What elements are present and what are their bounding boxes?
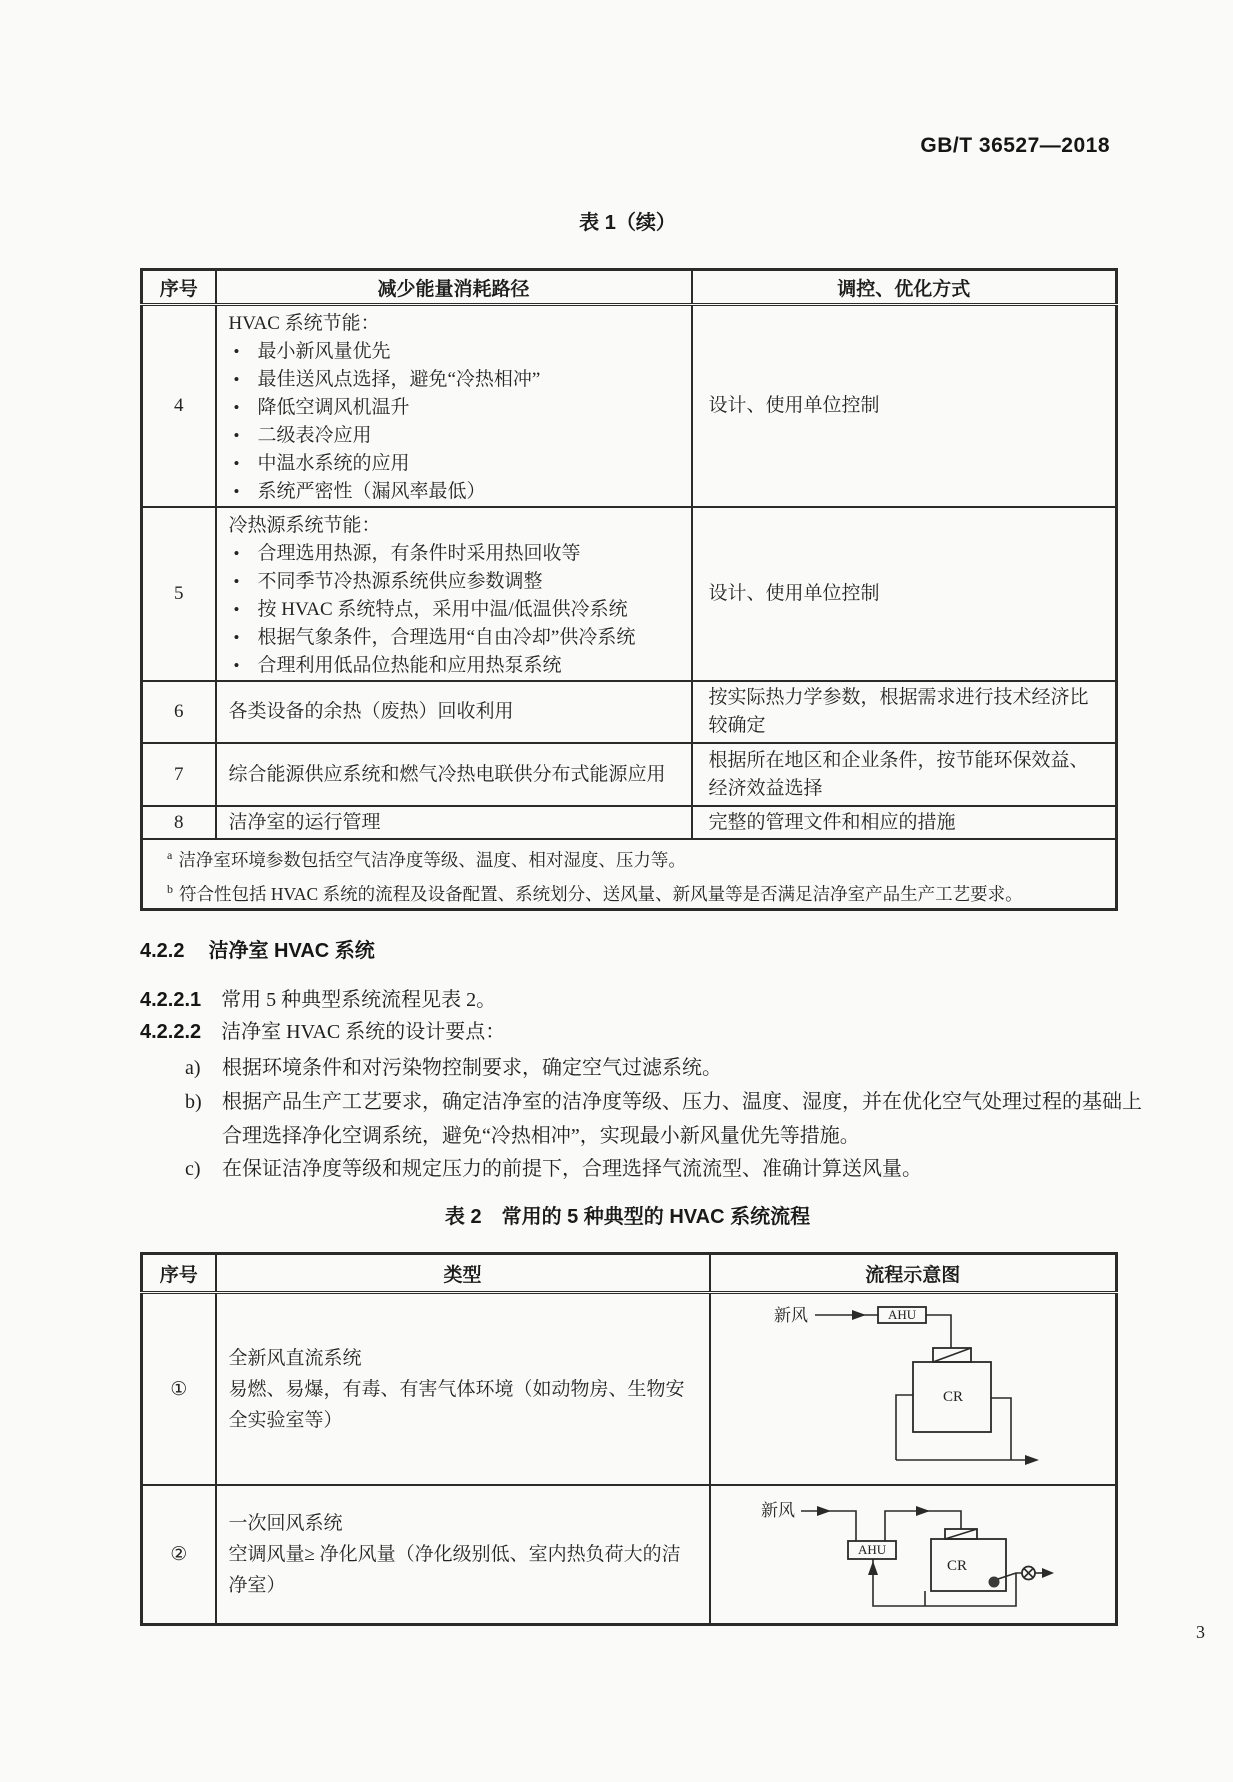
arrow-up-icon — [868, 1561, 878, 1575]
control-text: 设计、使用单位控制 — [708, 395, 880, 416]
table-row — [142, 305, 1117, 508]
section-heading — [140, 934, 375, 963]
list-item — [183, 1051, 1154, 1085]
list-item — [183, 1152, 1154, 1186]
table2-header-type: 类型 — [216, 1254, 710, 1293]
row-diagram-cell — [710, 1485, 1117, 1625]
ahu-label: AHU — [887, 1307, 916, 1322]
row-no: 5 — [142, 507, 216, 681]
row-type-cell — [216, 1485, 710, 1625]
table1-footnote-row — [142, 839, 1117, 909]
row-path-cell — [216, 305, 692, 508]
hvac-flow-diagram-1 — [711, 1294, 1114, 1478]
footnote-text: 符合性包括 HVAC 系统的流程及设备配置、系统划分、送风量、新风量等是否满足洁净室产品生产工艺要求。 — [179, 883, 1023, 904]
control-text: 设计、使用单位控制 — [708, 583, 880, 604]
path-item: • 按 HVAC 系统特点，采用中温/低温供冷系统 — [217, 596, 691, 624]
path-item: • 不同季节冷热源系统供应参数调整 — [217, 568, 691, 596]
row-path-cell — [216, 507, 692, 681]
arrow-right-icon — [1025, 1455, 1039, 1465]
table1-header-path: 减少能量消耗路径 — [216, 270, 692, 305]
arrow-right-icon — [916, 1506, 930, 1516]
footnote — [143, 840, 1115, 874]
row-no: 8 — [142, 806, 216, 839]
table-row — [142, 1485, 1117, 1625]
row-control-cell — [692, 806, 1117, 839]
control-text: 完整的管理文件和相应的措施 — [708, 811, 956, 833]
cleanroom-label: CR — [942, 1389, 963, 1405]
footnote-text: 洁净室环境参数包括空气洁净度等级、温度、相对湿度、压力等。 — [178, 849, 686, 870]
row-no: 6 — [142, 681, 216, 743]
clause — [140, 1016, 1115, 1049]
footnote — [143, 874, 1115, 908]
table1-header-no: 序号 — [142, 270, 216, 305]
path-item: • 系统严密性（漏风率最低） — [217, 478, 691, 506]
table1 — [140, 268, 1118, 911]
footnote-marker: a — [167, 848, 173, 862]
path-item: • 最佳送风点选择，避免“冷热相冲” — [217, 366, 691, 394]
row-control-cell — [692, 305, 1117, 508]
table-row — [142, 681, 1117, 743]
type-desc: 空调风量≥ 净化风量（净化级别低、室内热负荷大的洁净室） — [228, 1544, 681, 1596]
table2 — [140, 1252, 1118, 1626]
path-title: 洁净室的运行管理 — [228, 811, 381, 833]
section-title: 洁净室 HVAC 系统 — [208, 940, 375, 962]
path-title: 各类设备的余热（废热）回收利用 — [228, 701, 514, 722]
row-path-cell — [216, 743, 692, 806]
list-marker: c) — [185, 1158, 201, 1180]
row-no: ① — [142, 1293, 216, 1486]
table-row — [142, 1293, 1117, 1486]
control-text: 按实际热力学参数，根据需求进行技术经济比较确定 — [708, 687, 1089, 736]
row-no: ② — [142, 1485, 216, 1625]
row-diagram-cell — [710, 1293, 1117, 1486]
fresh-air-label: 新风 — [760, 1501, 795, 1520]
path-title: 综合能源供应系统和燃气冷热电联供分布式能源应用 — [228, 763, 666, 785]
page-number: 3 — [1196, 1622, 1205, 1642]
standard-code: GB/T 36527—2018 — [920, 134, 1110, 157]
table-row — [142, 743, 1117, 806]
row-control-cell — [692, 507, 1117, 681]
path-item: • 最小新风量优先 — [217, 338, 691, 366]
row-path-cell — [216, 681, 692, 743]
hvac-flow-diagram-2 — [711, 1486, 1114, 1617]
list-text: 在保证洁净度等级和规定压力的前提下，合理选择气流流型、准确计算送风量。 — [222, 1158, 922, 1180]
table-row — [142, 806, 1117, 839]
clause-number: 4.2.2.1 — [140, 989, 202, 1011]
list-text: 根据环境条件和对污染物控制要求，确定空气过滤系统。 — [222, 1057, 722, 1079]
path-item: • 合理利用低品位热能和应用热泵系统 — [217, 652, 691, 680]
list-item — [183, 1085, 1154, 1153]
path-item: • 中温水系统的应用 — [217, 450, 691, 478]
table2-header-no: 序号 — [142, 1254, 216, 1293]
type-title: 全新风直流系统 — [228, 1347, 362, 1369]
footnote-marker: b — [167, 881, 173, 896]
row-control-cell — [692, 681, 1117, 743]
type-title: 一次回风系统 — [228, 1513, 343, 1534]
section-number: 4.2.2 — [140, 940, 185, 962]
fresh-air-label: 新风 — [773, 1306, 808, 1325]
path-title: 冷热源系统节能： — [228, 515, 381, 536]
footnote-cell — [142, 839, 1117, 909]
table2-header-diagram: 流程示意图 — [710, 1254, 1117, 1293]
table1-header-control: 调控、优化方式 — [692, 270, 1117, 305]
table2-header-row — [142, 1254, 1117, 1293]
type-desc: 易燃、易爆，有毒、有害气体环境（如动物房、生物安全实验室等） — [228, 1378, 685, 1431]
arrow-right-icon — [1042, 1568, 1054, 1578]
table2-caption: 表 2 常用的 5 种典型的 HVAC 系统流程 — [444, 1206, 811, 1228]
path-item: • 根据气象条件，合理选用“自由冷却”供冷系统 — [217, 624, 691, 652]
arrow-right-icon — [852, 1310, 866, 1320]
path-title: HVAC 系统节能： — [228, 313, 380, 334]
row-type-cell — [216, 1293, 710, 1486]
list-marker: b) — [185, 1091, 202, 1113]
path-item: • 二级表冷应用 — [217, 422, 691, 450]
row-control-cell — [692, 743, 1117, 806]
fan-icon — [988, 1577, 999, 1588]
ahu-label: AHU — [857, 1542, 886, 1557]
row-no: 4 — [142, 305, 216, 508]
clause-text: 常用 5 种典型系统流程见表 2。 — [221, 989, 497, 1011]
control-text: 根据所在地区和企业条件，按节能环保效益、经济效益选择 — [708, 749, 1089, 799]
clause — [140, 984, 1115, 1017]
list-text: 根据产品生产工艺要求，确定洁净室的洁净度等级、压力、温度、湿度，并在优化空气处理过程的基础上合理选择净化空调系统，避免“冷热相冲”，实现最小新风量优先等措施。 — [222, 1091, 1142, 1147]
cleanroom-label: CR — [946, 1558, 967, 1574]
row-no: 7 — [142, 743, 216, 806]
list-marker: a) — [185, 1057, 201, 1079]
clause-text: 洁净室 HVAC 系统的设计要点： — [221, 1021, 506, 1043]
path-item: • 降低空调风机温升 — [217, 394, 691, 422]
table1-caption: 表 1（续） — [579, 212, 676, 234]
table1-header-row — [142, 270, 1117, 305]
arrow-right-icon — [817, 1506, 831, 1516]
table-row — [142, 507, 1117, 681]
clause-number: 4.2.2.2 — [140, 1021, 202, 1043]
path-item: • 合理选用热源，有条件时采用热回收等 — [217, 540, 691, 568]
row-path-cell — [216, 806, 692, 839]
